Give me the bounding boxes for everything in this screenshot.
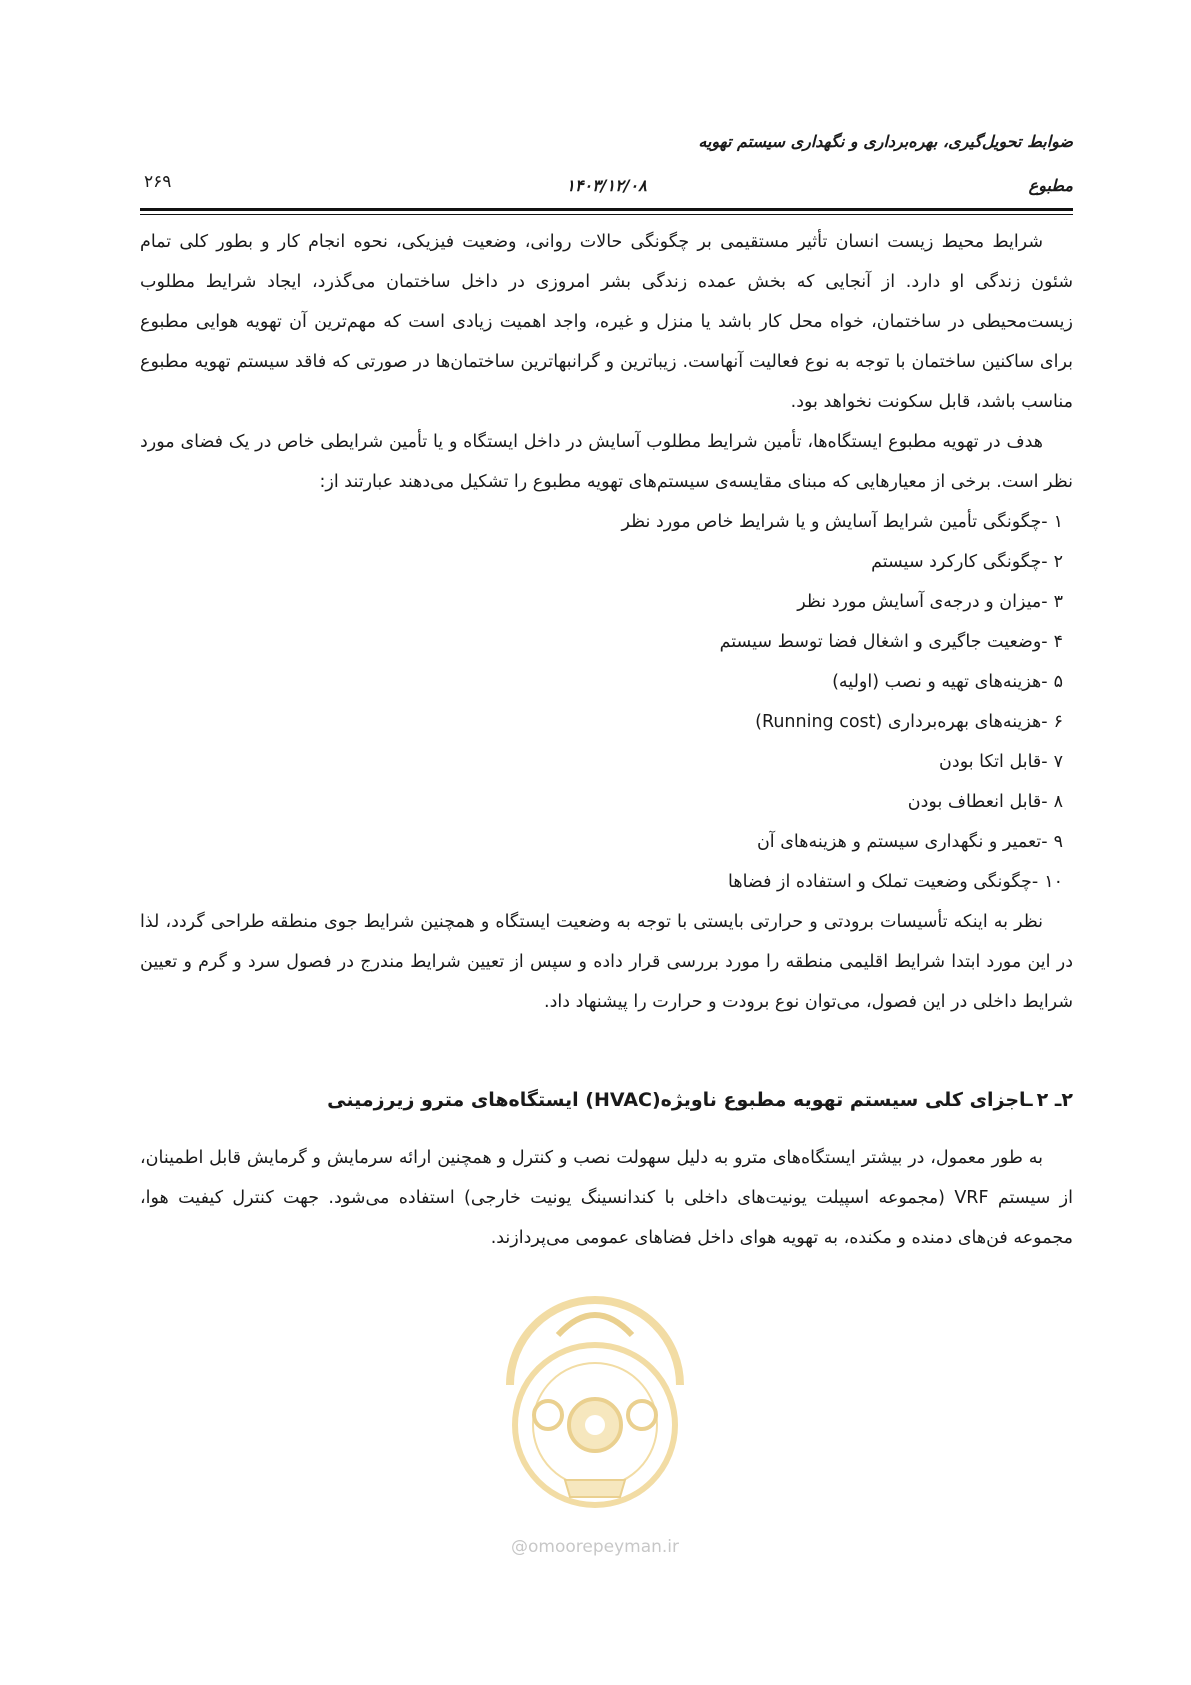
paragraph-goal: هدف در تهویه مطبوع ایستگاه‌ها، تأمین شرایط مطلوب آسایش در داخل ایستگاه و یا تأمین شرایطی خاص در یک فضای مورد نظر است. برخی از معیارهایی که مبنای مقایسه‌ی سیستم‌های تهویه مطبوع را تشکیل می‌دهند عبارتند از: [140,432,1073,492]
paragraph-intro: شرایط محیط زیست انسان تأثیر مستقیمی بر چگونگی حالات روانی، وضعیت فیزیکی، نحوه انجام کار و بطور کلی تمام شئون زندگی او دارد. از آنجایی که بخش عمده زندگی بشر امروزی در داخل ساختمان می‌گذرد، ایجاد شرایط مطلوب زیست‌محیطی در ساختمان، خواه محل کار باشد یا منزل و غیره، واجد اهمیت زیادی است که مهم‌ترین آن تهویه هوایی مطبوع برای ساکنین ساختمان با توجه به نوع فعالیت آنهاست. زیباترین و گرانبهاترین ساختمان‌ها در صورتی که فاقد سیستم تهویه مطبوع مناسب باشد، قابل سکونت نخواهد بود. [140,232,1073,412]
body-text [140,222,1073,1258]
list-item-number: ۴ [1053,632,1063,652]
list-item [140,822,1073,862]
watermark-url: omoorepeyman.ir [527,1537,680,1557]
list-item-text: -قابل اتکا بودن [939,752,1048,772]
list-item-number: ۱ [1053,512,1063,532]
list-item-text: -هزینه‌های بهره‌برداری (Running cost) [755,712,1048,732]
list-item [140,622,1073,662]
paragraph-climate: نظر به اینکه تأسیسات برودتی و حرارتی بایستی با توجه به وضعیت ایستگاه و همچنین شرایط جوی منطقه طراحی گردد، لذا در این مورد ابتدا شرایط اقلیمی منطقه را مورد بررسی قرار داده و سپس از تعیین شرایط مندرج در فصول سرد و گرم و تعیین شرایط داخلی در این فصول، می‌توان نوع برودت و حرارت را پیشنهاد داد. [140,912,1073,1012]
list-item [140,862,1073,902]
list-item-number: ۲ [1053,552,1063,572]
list-item-text: -تعمیر و نگهداری سیستم و هزینه‌های آن [756,832,1048,852]
section-title: ـاجزای کلی سیستم تهویه مطبوع ناویژه(HVAC) ایستگاه‌های مترو زیرزمینی [327,1089,1033,1111]
header-date: ۱۴۰۳/۱۲/۰۸ [566,176,647,195]
list-item [140,582,1073,622]
list-item [140,662,1073,702]
criteria-list [140,502,1073,902]
watermark-seal-icon [470,1265,720,1530]
list-item-number: ۳ [1053,592,1063,612]
list-item-text: -میزان و درجه‌ی آسایش مورد نظر [797,592,1048,612]
list-item-text: -چگونگی کارکرد سیستم [871,552,1048,572]
header-title: ضوابط تحویل‌گیری، بهره‌برداری و نگهداری سیستم تهویه [698,132,1073,151]
list-item-text: -چگونگی تأمین شرایط آسایش و یا شرایط خاص مورد نظر [621,512,1048,532]
list-item [140,782,1073,822]
running-header [140,172,1073,198]
list-item-number: ۹ [1053,832,1063,852]
list-item-number: ۱۰ [1044,872,1063,892]
header-subtitle: مطبوع [1028,176,1073,195]
section-number: ۲ـ ۲ [1036,1089,1073,1111]
section-heading [140,1080,1073,1120]
page-number: ۲۶۹ [144,172,172,192]
list-item-number: ۷ [1053,752,1063,772]
section-spacer [140,1022,1073,1080]
paragraph-vrf: به طور معمول، در بیشتر ایستگاه‌های مترو به دلیل سهولت نصب و کنترل و همچنین ارائه سرمایش و گرمایش قابل اطمینان، از سیستم VRF (مجموعه اسپیلت یونیت‌های داخلی با کندانسینگ یونیت خارجی) استفاده می‌شود. جهت کنترل کیفیت هوا، مجموعه فن‌های دمنده و مکنده، به تهویه هوای داخل فضاهای عمومی می‌پردازند. [140,1148,1073,1248]
list-item [140,702,1073,742]
watermark [470,1265,720,1555]
list-item-text: -هزینه‌های تهیه و نصب (اولیه) [832,672,1048,692]
list-item [140,502,1073,542]
header-rule-thin [140,214,1073,215]
list-item-text: -چگونگی وضعیت تملک و استفاده از فضاها [728,872,1039,892]
watermark-text: @omoorepeyman.ir [510,1537,680,1557]
list-item-text: -وضعیت جاگیری و اشغال فضا توسط سیستم [719,632,1048,652]
list-item-text: -قابل انعطاف بودن [907,792,1048,812]
list-item [140,542,1073,582]
list-item-number: ۵ [1053,672,1063,692]
list-item-number: ۸ [1053,792,1063,812]
list-item-number: ۶ [1053,712,1063,732]
header-rule-thick [140,208,1073,211]
list-item [140,742,1073,782]
